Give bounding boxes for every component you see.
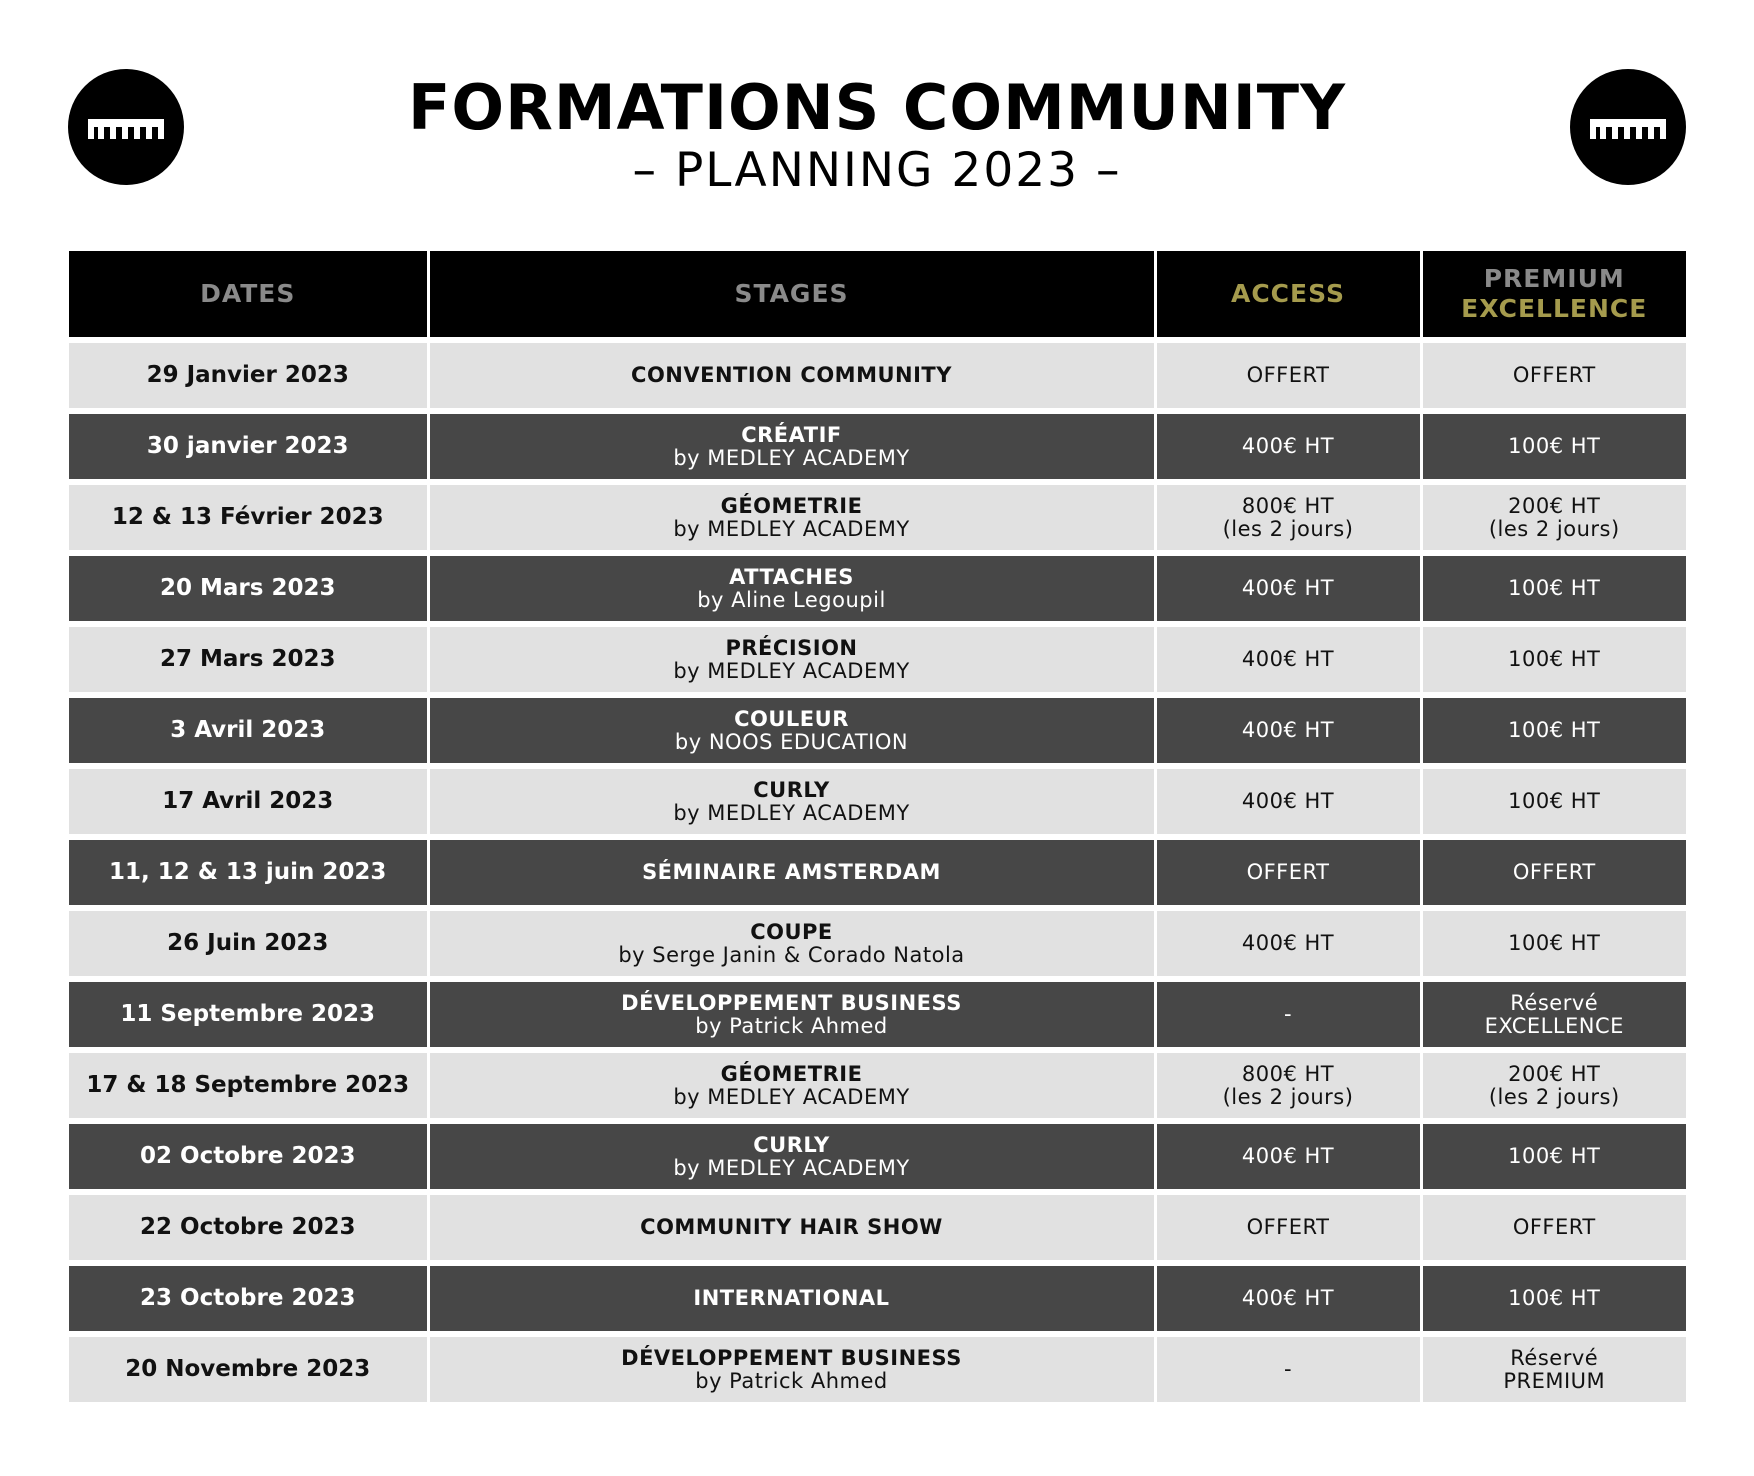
cell-access-price: [1155, 837, 1421, 908]
table-row: [69, 766, 1686, 837]
cell-premium-price: [1421, 979, 1686, 1050]
stage-title: INTERNATIONAL: [693, 1286, 890, 1310]
cell-premium-price: [1421, 766, 1686, 837]
cell-date: [69, 1263, 428, 1334]
cell-date: [69, 837, 428, 908]
stage-trainer: by MEDLEY ACADEMY: [673, 658, 910, 683]
cell-premium-price: [1421, 908, 1686, 979]
access-price: 400€ HT: [1241, 576, 1335, 600]
column-header-access: ACCESS: [1155, 251, 1421, 340]
date-text: 11 Septembre 2023: [120, 1000, 376, 1027]
date-text: 22 Octobre 2023: [140, 1213, 356, 1240]
premium-price-note: PREMIUM: [1503, 1368, 1606, 1393]
cell-date: [69, 1050, 428, 1121]
table-row: [69, 908, 1686, 979]
table-row: [69, 624, 1686, 695]
access-price: 800€ HT: [1241, 493, 1335, 518]
stage-title: ATTACHES: [729, 564, 854, 589]
premium-price: 100€ HT: [1508, 931, 1601, 955]
table-row: [69, 1263, 1686, 1334]
table-row: [69, 837, 1686, 908]
column-header-dates: DATES: [69, 251, 428, 340]
page-subtitle: – PLANNING 2023 –: [632, 143, 1122, 198]
cell-stage: [428, 837, 1155, 908]
cell-date: [69, 624, 428, 695]
premium-price: OFFERT: [1512, 1215, 1596, 1239]
date-text: 17 & 18 Septembre 2023: [86, 1071, 410, 1098]
date-text: 02 Octobre 2023: [140, 1142, 356, 1169]
cell-premium-price: [1421, 837, 1686, 908]
date-text: 20 Mars 2023: [160, 574, 336, 601]
cell-access-price: [1155, 1121, 1421, 1192]
access-price: OFFERT: [1246, 860, 1330, 884]
table-header-row: [69, 251, 1686, 340]
cell-stage: [428, 1121, 1155, 1192]
premium-price: 100€ HT: [1508, 576, 1601, 600]
cell-date: [69, 340, 428, 411]
cell-stage: [428, 695, 1155, 766]
table-row: [69, 1192, 1686, 1263]
access-price: 400€ HT: [1241, 647, 1335, 671]
stage-trainer: by MEDLEY ACADEMY: [673, 1155, 910, 1180]
cell-access-price: [1155, 340, 1421, 411]
access-price: -: [1283, 1357, 1293, 1381]
cell-date: [69, 411, 428, 482]
premium-price: 100€ HT: [1508, 647, 1601, 671]
date-text: 23 Octobre 2023: [140, 1284, 356, 1311]
premium-price: 200€ HT: [1508, 1061, 1601, 1086]
stage-title: COULEUR: [734, 706, 849, 731]
cell-access-price: [1155, 695, 1421, 766]
date-text: 26 Juin 2023: [167, 929, 329, 956]
column-header-premium: [1421, 251, 1686, 340]
access-price: 400€ HT: [1241, 718, 1335, 742]
column-header-premium-line2: EXCELLENCE: [1461, 294, 1648, 323]
cell-access-price: [1155, 766, 1421, 837]
premium-price: 200€ HT: [1508, 493, 1601, 518]
cell-date: [69, 482, 428, 553]
access-price: OFFERT: [1246, 363, 1330, 387]
access-price: 400€ HT: [1241, 789, 1335, 813]
stage-trainer: by Serge Janin & Corado Natola: [618, 942, 965, 967]
stage-title: DÉVELOPPEMENT BUSINESS: [621, 1345, 962, 1370]
cell-access-price: [1155, 553, 1421, 624]
cell-premium-price: [1421, 624, 1686, 695]
stage-title: SÉMINAIRE AMSTERDAM: [642, 860, 941, 884]
cell-stage: [428, 1192, 1155, 1263]
cell-date: [69, 1192, 428, 1263]
premium-price: OFFERT: [1512, 363, 1596, 387]
stage-title: GÉOMETRIE: [720, 1061, 863, 1086]
column-header-stages: STAGES: [428, 251, 1155, 340]
premium-price: Réservé: [1510, 1345, 1599, 1370]
stage-trainer: by Patrick Ahmed: [695, 1013, 888, 1038]
cell-access-price: [1155, 411, 1421, 482]
page-title: FORMATIONS COMMUNITY: [408, 71, 1346, 144]
cell-stage: [428, 979, 1155, 1050]
cell-premium-price: [1421, 482, 1686, 553]
premium-price: 100€ HT: [1508, 789, 1601, 813]
table-row: [69, 695, 1686, 766]
table-row: [69, 411, 1686, 482]
cell-stage: [428, 1334, 1155, 1402]
stage-title: COMMUNITY HAIR SHOW: [640, 1215, 943, 1239]
access-price: OFFERT: [1246, 1215, 1330, 1239]
date-text: 3 Avril 2023: [170, 716, 326, 743]
cell-premium-price: [1421, 1334, 1686, 1402]
schedule-table: [69, 251, 1686, 1402]
date-text: 30 janvier 2023: [146, 432, 349, 459]
table-row: [69, 1121, 1686, 1192]
cell-stage: [428, 766, 1155, 837]
cell-stage: [428, 908, 1155, 979]
stage-trainer: by Aline Legoupil: [697, 587, 886, 612]
table-row: [69, 340, 1686, 411]
cell-date: [69, 908, 428, 979]
cell-access-price: [1155, 1263, 1421, 1334]
cell-stage: [428, 411, 1155, 482]
premium-price-note: (les 2 jours): [1488, 516, 1620, 541]
premium-price-note: (les 2 jours): [1488, 1084, 1620, 1109]
access-price: 400€ HT: [1241, 1286, 1335, 1310]
cell-premium-price: [1421, 1121, 1686, 1192]
cell-date: [69, 553, 428, 624]
table-row: [69, 1050, 1686, 1121]
stage-title: CRÉATIF: [741, 422, 842, 447]
cell-stage: [428, 624, 1155, 695]
stage-title: DÉVELOPPEMENT BUSINESS: [621, 990, 962, 1015]
cell-access-price: [1155, 979, 1421, 1050]
table-body: [69, 340, 1686, 1402]
cell-access-price: [1155, 1334, 1421, 1402]
access-price-note: (les 2 jours): [1222, 516, 1354, 541]
table-row: [69, 553, 1686, 624]
cell-premium-price: [1421, 340, 1686, 411]
cell-premium-price: [1421, 553, 1686, 624]
stage-trainer: by Patrick Ahmed: [695, 1368, 888, 1393]
cell-access-price: [1155, 1192, 1421, 1263]
cell-premium-price: [1421, 1050, 1686, 1121]
cell-access-price: [1155, 624, 1421, 695]
stage-trainer: by MEDLEY ACADEMY: [673, 1084, 910, 1109]
stage-title: CURLY: [753, 1132, 830, 1157]
premium-price-note: EXCELLENCE: [1484, 1013, 1624, 1038]
cell-stage: [428, 553, 1155, 624]
cell-stage: [428, 1263, 1155, 1334]
date-text: 20 Novembre 2023: [125, 1355, 371, 1382]
stage-title: CONVENTION COMMUNITY: [631, 363, 952, 387]
cell-stage: [428, 340, 1155, 411]
premium-price: 100€ HT: [1508, 1144, 1601, 1168]
access-price: 800€ HT: [1241, 1061, 1335, 1086]
premium-price: Réservé: [1510, 990, 1599, 1015]
date-text: 27 Mars 2023: [160, 645, 336, 672]
cell-stage: [428, 482, 1155, 553]
column-header-premium-line1: PREMIUM: [1483, 264, 1625, 293]
date-text: 29 Janvier 2023: [146, 361, 349, 388]
cell-premium-price: [1421, 695, 1686, 766]
cell-premium-price: [1421, 411, 1686, 482]
cell-access-price: [1155, 908, 1421, 979]
cell-date: [69, 695, 428, 766]
cell-premium-price: [1421, 1192, 1686, 1263]
cell-access-price: [1155, 482, 1421, 553]
stage-title: PRÉCISION: [725, 635, 858, 660]
stage-trainer: by MEDLEY ACADEMY: [673, 516, 910, 541]
access-price-note: (les 2 jours): [1222, 1084, 1354, 1109]
cell-date: [69, 766, 428, 837]
cell-access-price: [1155, 1050, 1421, 1121]
cell-date: [69, 1121, 428, 1192]
stage-trainer: by MEDLEY ACADEMY: [673, 800, 910, 825]
premium-price: 100€ HT: [1508, 434, 1601, 458]
stage-title: CURLY: [753, 777, 830, 802]
cell-date: [69, 1334, 428, 1402]
stage-trainer: by MEDLEY ACADEMY: [673, 445, 910, 470]
premium-price: OFFERT: [1512, 860, 1596, 884]
cell-premium-price: [1421, 1263, 1686, 1334]
date-text: 11, 12 & 13 juin 2023: [109, 858, 387, 885]
date-text: 12 & 13 Février 2023: [111, 503, 384, 530]
table-row: [69, 1334, 1686, 1402]
date-text: 17 Avril 2023: [162, 787, 334, 814]
access-price: -: [1283, 1002, 1293, 1026]
cell-stage: [428, 1050, 1155, 1121]
table-row: [69, 482, 1686, 553]
access-price: 400€ HT: [1241, 434, 1335, 458]
access-price: 400€ HT: [1241, 1144, 1335, 1168]
stage-title: COUPE: [750, 919, 833, 944]
cell-date: [69, 979, 428, 1050]
premium-price: 100€ HT: [1508, 718, 1601, 742]
access-price: 400€ HT: [1241, 931, 1335, 955]
table-row: [69, 979, 1686, 1050]
stage-trainer: by NOOS EDUCATION: [674, 729, 909, 754]
premium-price: 100€ HT: [1508, 1286, 1601, 1310]
stage-title: GÉOMETRIE: [720, 493, 863, 518]
